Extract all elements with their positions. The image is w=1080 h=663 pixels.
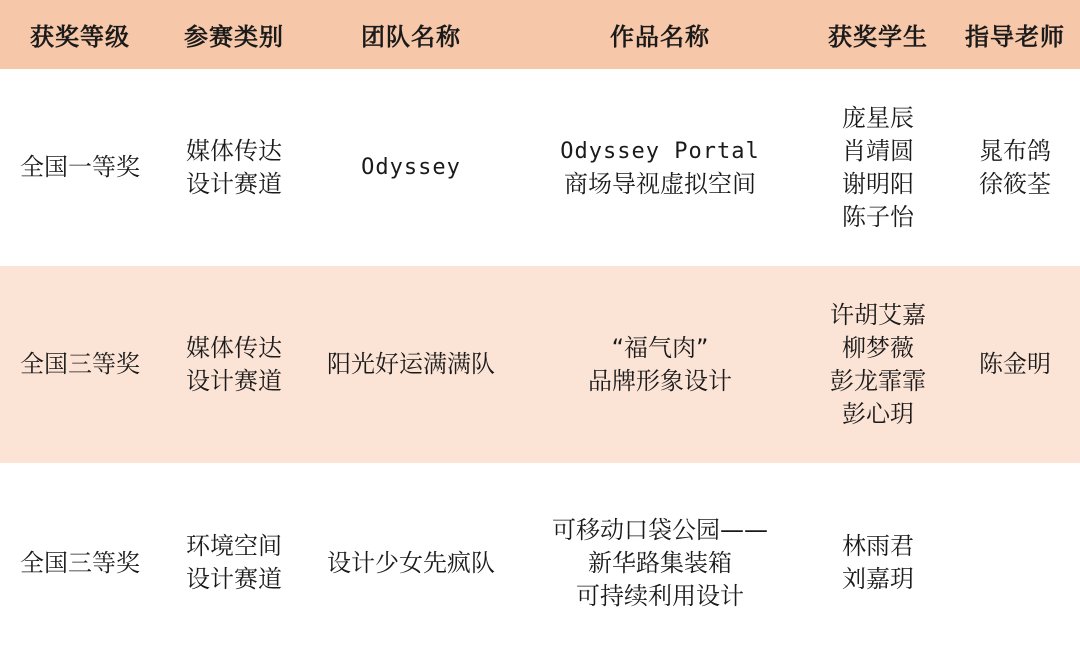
category-line: 媒体传达 bbox=[186, 136, 282, 165]
student-name: 肖靖圆 bbox=[842, 136, 914, 165]
students-cell bbox=[806, 69, 950, 266]
table-header-row bbox=[0, 0, 1080, 69]
award-text: 全国一等奖 bbox=[20, 153, 140, 181]
team-cell bbox=[308, 69, 514, 266]
student-name: 谢明阳 bbox=[842, 169, 914, 198]
work-line: 新华路集装箱 bbox=[588, 548, 732, 577]
header-award-level: 获奖等级 bbox=[30, 23, 130, 51]
student-name: 彭龙霏霏 bbox=[830, 366, 926, 395]
team-cell bbox=[308, 266, 514, 463]
teachers-cell bbox=[950, 69, 1080, 266]
category-line: 媒体传达 bbox=[186, 333, 282, 362]
team-cell bbox=[308, 463, 514, 663]
work-line: 品牌形象设计 bbox=[588, 366, 732, 395]
team-text: Odyssey bbox=[361, 155, 461, 180]
category-cell bbox=[160, 266, 308, 463]
student-name: 彭心玥 bbox=[842, 399, 914, 428]
student-name: 柳梦薇 bbox=[842, 333, 914, 362]
table-row bbox=[0, 266, 1080, 463]
work-line: 可持续利用设计 bbox=[576, 581, 744, 610]
header-work-title: 作品名称 bbox=[610, 23, 710, 51]
header-teachers: 指导老师 bbox=[965, 23, 1065, 51]
student-name: 刘嘉玥 bbox=[842, 565, 914, 593]
header-students: 获奖学生 bbox=[828, 23, 928, 51]
student-name: 林雨君 bbox=[842, 532, 914, 560]
student-name: 陈子怡 bbox=[842, 202, 914, 231]
team-text: 阳光好运满满队 bbox=[327, 350, 495, 378]
category-cell bbox=[160, 463, 308, 663]
team-text: 设计少女先疯队 bbox=[327, 548, 495, 577]
category-line: 设计赛道 bbox=[186, 366, 282, 395]
award-cell bbox=[0, 69, 160, 266]
work-cell bbox=[514, 463, 806, 663]
students-cell bbox=[806, 266, 950, 463]
category-line: 设计赛道 bbox=[186, 565, 282, 593]
award-cell bbox=[0, 266, 160, 463]
work-cell bbox=[514, 266, 806, 463]
student-name: 许胡艾嘉 bbox=[830, 300, 926, 329]
work-line: “福气肉” bbox=[611, 333, 709, 362]
students-cell bbox=[806, 463, 950, 663]
teachers-cell bbox=[950, 463, 1080, 663]
work-line: 可移动口袋公园—— bbox=[552, 515, 768, 544]
award-text: 全国三等奖 bbox=[20, 350, 140, 378]
table-row bbox=[0, 69, 1080, 266]
category-cell bbox=[160, 69, 308, 266]
award-cell bbox=[0, 463, 160, 663]
work-line: 商场导视虚拟空间 bbox=[564, 169, 756, 198]
teacher-name: 晁布鸽 bbox=[979, 136, 1051, 165]
category-line: 环境空间 bbox=[186, 532, 282, 560]
header-category: 参赛类别 bbox=[184, 23, 284, 51]
category-line: 设计赛道 bbox=[186, 169, 282, 198]
award-text: 全国三等奖 bbox=[20, 548, 140, 577]
teacher-name: 徐筱荃 bbox=[979, 169, 1051, 198]
header-team-name: 团队名称 bbox=[361, 23, 461, 51]
table-row bbox=[0, 463, 1080, 663]
teachers-cell bbox=[950, 266, 1080, 463]
work-cell bbox=[514, 69, 806, 266]
teacher-name: 陈金明 bbox=[979, 350, 1051, 378]
student-name: 庞星辰 bbox=[842, 103, 914, 132]
work-line: Odyssey Portal bbox=[560, 138, 760, 164]
